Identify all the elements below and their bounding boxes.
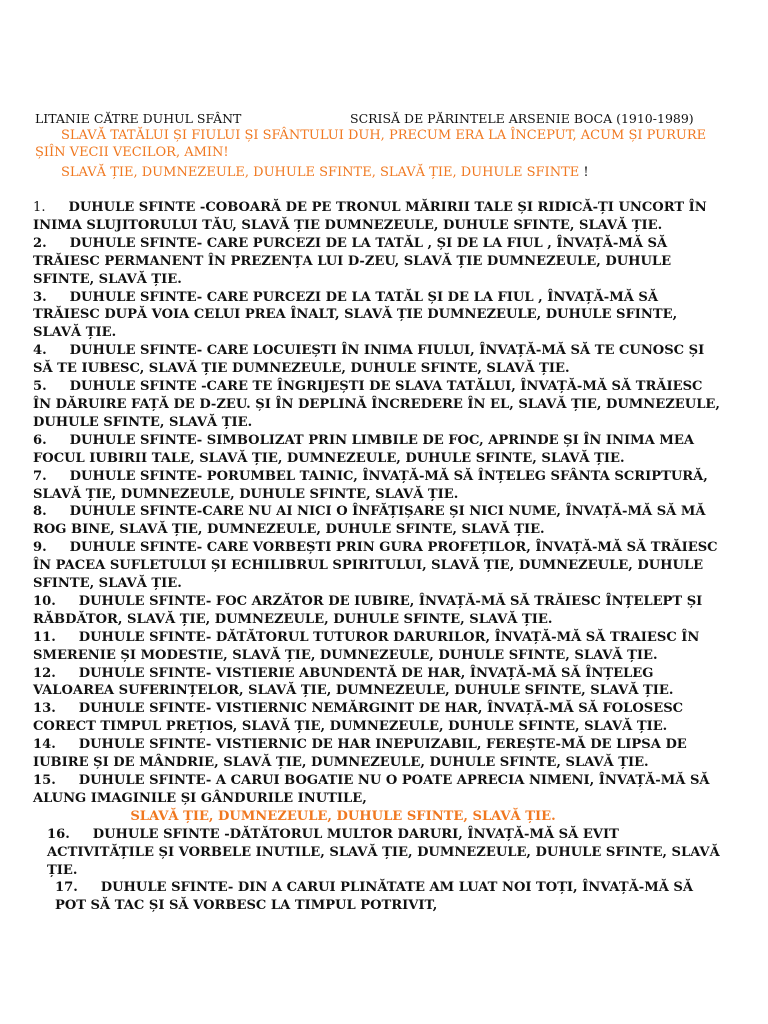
item-number: 10. — [33, 593, 56, 609]
item-text: DUHULE SFINTE- VISTIERIE ABUNDENTĂ DE HAR, ÎNVAȚĂ-MĂ SĂ ÎNȚELEG VALOAREA SUFERINȚELOR, SLAVĂ ȚIE, DUMNEZEULE, DUHULE SFINTE, SLAVĂ ȚIE. — [33, 665, 674, 699]
document-header — [35, 111, 735, 127]
litany-item — [33, 736, 723, 772]
litany-item — [33, 342, 723, 378]
item-number: 4. — [33, 343, 47, 359]
item-number: 8. — [33, 504, 47, 520]
item-number: 5. — [33, 379, 47, 395]
opening-doxology: SLAVĂ TATĂLUI ȘI FIULUI ȘI SFÂNTULUI DUH, PRECUM ERA LA ÎNCEPUT, ACUM ȘI PURURE ȘIÎN VECII VECILOR, AMIN! — [35, 128, 707, 160]
litany-item — [33, 199, 723, 235]
item-text: DUHULE SFINTE- A CARUI BOGATIE NU O POATE APRECIA NIMENI, ÎNVAȚĂ-MĂ SĂ ALUNG IMAGINILE ȘI GÂNDURILE INUTILE, — [33, 773, 710, 806]
item-text: DUHULE SFINTE- VISTIERNIC NEMĂRGINIT DE HAR, ÎNVAȚĂ-MĂ SĂ FOLOSESC CORECT TIMPUL PREȚIOS, SLAVĂ ȚIE, DUMNEZEULE, DUHULE SFINTE, SLAVĂ ȚIE. — [33, 701, 684, 735]
item-number: 17. — [55, 880, 78, 896]
item-text: DUHULE SFINTE- PORUMBEL TAINIC, ÎNVAȚĂ-MĂ SĂ ÎNȚELEG SFÂNTA SCRIPTURĂ, SLAVĂ ȚIE, DUMNEZEULE, DUHULE SFINTE, SLAVĂ ȚIE. — [33, 468, 708, 502]
item-number: 3. — [33, 289, 47, 305]
litany-item — [33, 235, 723, 289]
item-number: 13. — [33, 701, 56, 717]
item-text: DUHULE SFINTE- CARE LOCUIEȘTI ÎN INIMA FIULUI, ÎNVAȚĂ-MĂ SĂ TE CUNOSC ȘI SĂ TE IUBESC, SLAVĂ ȚIE DUMNEZEULE, DUHULE SFINTE, SLAVĂ ȚIE. — [33, 343, 705, 377]
item-number: 15. — [33, 773, 56, 788]
opening-praise — [61, 164, 741, 181]
item-text: DUHULE SFINTE- DĂTĂTORUL TUTUROR DARURILOR, ÎNVAȚĂ-MĂ SĂ TRAIESC ÎN SMERENIE ȘI MODESTIE, SLAVĂ ȚIE, DUMNEZEULE, DUHULE SFINTE, SLAVĂ ȚIE. — [33, 629, 700, 663]
item-number: 14. — [33, 737, 56, 753]
litany-item — [33, 772, 723, 808]
litany-item — [33, 432, 723, 468]
item-text: DUHULE SFINTE- DIN A CARUI PLINĂTATE AM LUAT NOI TOȚI, ÎNVAȚĂ-MĂ SĂ POT SĂ TAC ȘI SĂ VORBESC LA TIMPUL POTRIVIT, — [55, 880, 694, 914]
item-text: DUHULE SFINTE- CARE PURCEZI DE LA TATĂL , ȘI DE LA FIUL , ÎNVAȚĂ-MĂ SĂ TRĂIESC PERMANENT ÎN PREZENȚA LUI D-ZEU, SLAVĂ ȚIE DUMNEZEULE, DUHULE SFINTE, SLAVĂ ȚIE. — [33, 235, 672, 287]
item-text: DUHULE SFINTE- SIMBOLIZAT PRIN LIMBILE DE FOC, APRINDE ȘI ÎN INIMA MEA FOCUL IUBIRII TALE, SLAVĂ ȚIE, DUMNEZEULE, DUHULE SFINTE, SLAVĂ ȚIE. — [33, 432, 694, 466]
item-number: 11. — [33, 629, 56, 645]
refrain-line: SLAVĂ ȚIE, DUMNEZEULE, DUHULE SFINTE, SLAVĂ ȚIE. — [130, 808, 556, 824]
litany-item — [33, 378, 723, 432]
item-number: 7. — [33, 468, 47, 484]
item-text: DUHULE SFINTE- FOC ARZĂTOR DE IUBIRE, ÎNVAȚĂ-MĂ SĂ TRĂIESC ÎNȚELEPT ȘI RĂBDĂTOR, SLAVĂ ȚIE, DUMNEZEULE, DUHULE SFINTE, SLAVĂ ȚIE. — [33, 593, 703, 627]
opening-praise-end: ! — [579, 165, 589, 180]
item-text: DUHULE SFINTE- VISTIERNIC DE HAR INEPUIZABIL, FEREȘTE-MĂ DE LIPSA DE IUBIRE ȘI DE MÂNDRIE, SLAVĂ ȚIE, DUMNEZEULE, DUHULE SFINTE, SLAVĂ ȚIE. — [33, 737, 687, 771]
litany-item — [33, 665, 723, 701]
litany-item — [33, 879, 723, 915]
litany-item — [33, 503, 723, 539]
litany-list — [33, 199, 723, 915]
litany-item — [33, 826, 723, 880]
item-number: 6. — [33, 432, 47, 448]
litany-item — [33, 629, 723, 665]
litany-item — [33, 593, 723, 629]
item-text: DUHULE SFINTE- CARE PURCEZI DE LA TATĂL ȘI DE LA FIUL , ÎNVAȚĂ-MĂ SĂ TRĂIESC DUPĂ VOIA CELUI PREA ÎNALT, SLAVĂ ȚIE DUMNEZEULE, DUHULE SFINTE, SLAVĂ ȚIE. — [33, 289, 678, 341]
litany-item — [33, 289, 723, 343]
item-number: 2. — [33, 235, 47, 251]
item-text: DUHULE SFINTE-CARE NU AI NICI O ÎNFĂȚIȘARE ȘI NICI NUME, ÎNVAȚĂ-MĂ SĂ MĂ ROG BINE, SLAVĂ ȚIE, DUMNEZEULE, DUHULE SFINTE, SLAVĂ ȚIE. — [33, 504, 706, 538]
item-number: 16. — [47, 826, 70, 842]
item-text: DUHULE SFINTE- CARE VORBEȘTI PRIN GURA PROFEȚILOR, ÎNVAȚĂ-MĂ SĂ TRĂIESC ÎN PACEA SUFLETULUI ȘI ECHILIBRUL SPIRITULUI, SLAVĂ ȚIE, DUMNEZEULE, DUHULE SFINTE, SLAVĂ ȚIE. — [33, 540, 718, 592]
litany-item — [33, 539, 723, 593]
opening-praise-text: SLAVĂ ȚIE, DUMNEZEULE, DUHULE SFINTE, SLAVĂ ȚIE, DUHULE SFINTE — [61, 165, 580, 180]
item-text: DUHULE SFINTE -COBOARĂ DE PE TRONUL MĂRIRII TALE ȘI RIDICĂ-ȚI UNCORT ÎN INIMA SLUJITORULUI TĂU, SLAVĂ ȚIE DUMNEZEULE, DUHULE SFINTE, SLAVĂ ȚIE. — [33, 200, 707, 233]
litany-item — [33, 700, 723, 736]
litany-item — [33, 468, 723, 504]
litany-title: LITANIE CĂTRE DUHUL SFÂNT — [35, 111, 242, 126]
item-number: 12. — [33, 665, 56, 681]
item-number: 9. — [33, 540, 47, 556]
item-text: DUHULE SFINTE -DĂTĂTORUL MULTOR DARURI, ÎNVAȚĂ-MĂ SĂ EVIT ACTIVITĂȚILE ȘI VORBELE INUTILE, SLAVĂ ȚIE, DUMNEZEULE, DUHULE SFINTE, SLAVĂ ȚIE. — [47, 826, 720, 878]
author-line: SCRISĂ DE PĂRINTELE ARSENIE BOCA (1910-1989) — [350, 111, 694, 126]
item-number: 1. — [33, 200, 46, 215]
item-text: DUHULE SFINTE -CARE TE ÎNGRIJEȘTI DE SLAVA TATĂLUI, ÎNVAȚĂ-MĂ SĂ TRĂIESC ÎN DĂRUIRE FAȚĂ DE D-ZEU. ȘI ÎN DEPLINĂ ÎNCREDERE ÎN EL, SLAVĂ ȚIE, DUMNEZEULE, DUHULE SFINTE, SLAVĂ ȚIE. — [33, 379, 720, 430]
